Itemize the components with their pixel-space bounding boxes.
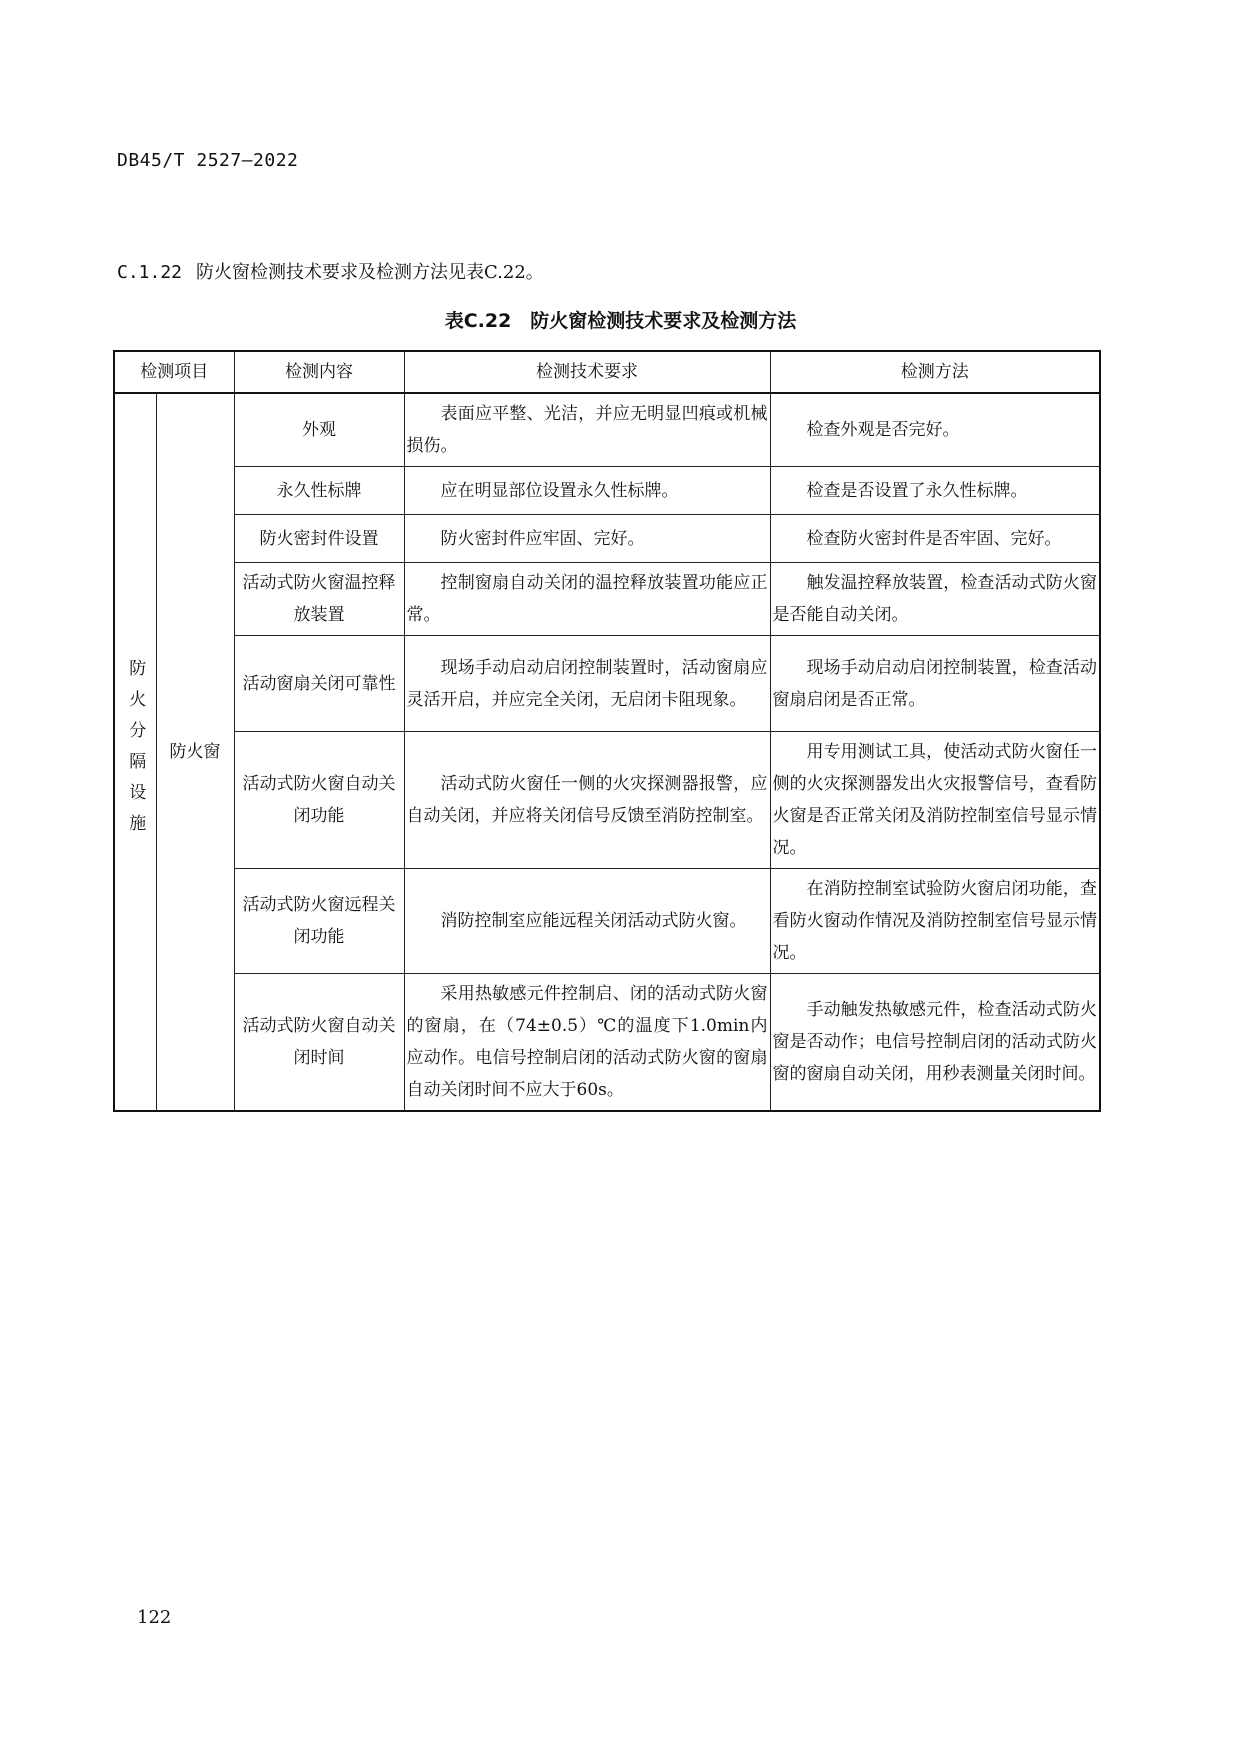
requirement-cell: 控制窗扇自动关闭的温控释放装置功能应正常。	[404, 563, 770, 636]
clause-text: 防火窗检测技术要求及检测方法见表C.22。	[196, 262, 544, 283]
header-method: 检测方法	[770, 351, 1100, 393]
table-row	[114, 393, 1100, 467]
content-cell: 活动式防火窗温控释放装置	[234, 563, 404, 636]
method-cell: 检查是否设置了永久性标牌。	[770, 467, 1100, 515]
table-row	[114, 563, 1100, 636]
header-requirement: 检测技术要求	[404, 351, 770, 393]
requirement-cell: 表面应平整、光洁，并应无明显凹痕或机械损伤。	[404, 393, 770, 467]
content-cell: 永久性标牌	[234, 467, 404, 515]
method-cell: 检查外观是否完好。	[770, 393, 1100, 467]
table-row	[114, 467, 1100, 515]
header-item: 检测项目	[114, 351, 234, 393]
method-cell: 检查防火密封件是否牢固、完好。	[770, 515, 1100, 563]
content-cell: 防火密封件设置	[234, 515, 404, 563]
clause-paragraph	[117, 258, 544, 284]
clause-number: C.1.22	[117, 262, 183, 283]
page-number: 122	[137, 1607, 172, 1628]
content-cell: 活动式防火窗自动关闭功能	[234, 732, 404, 869]
requirement-cell: 活动式防火窗任一侧的火灾探测器报警，应自动关闭，并应将关闭信号反馈至消防控制室。	[404, 732, 770, 869]
requirement-cell: 防火密封件应牢固、完好。	[404, 515, 770, 563]
requirement-cell: 消防控制室应能远程关闭活动式防火窗。	[404, 869, 770, 974]
requirement-cell: 应在明显部位设置永久性标牌。	[404, 467, 770, 515]
content-cell: 外观	[234, 393, 404, 467]
method-cell: 用专用测试工具，使活动式防火窗任一侧的火灾探测器发出火灾报警信号，查看防火窗是否正常关闭及消防控制室信号显示情况。	[770, 732, 1100, 869]
content-cell: 活动式防火窗自动关闭时间	[234, 974, 404, 1112]
document-code: DB45/T 2527—2022	[117, 150, 299, 171]
table-row	[114, 732, 1100, 869]
spec-table	[113, 350, 1101, 1112]
table-row	[114, 636, 1100, 732]
content-cell: 活动窗扇关闭可靠性	[234, 636, 404, 732]
table-row	[114, 869, 1100, 974]
method-cell: 手动触发热敏感元件，检查活动式防火窗是否动作；电信号控制启闭的活动式防火窗的窗扇自动关闭，用秒表测量关闭时间。	[770, 974, 1100, 1112]
requirement-cell: 采用热敏感元件控制启、闭的活动式防火窗的窗扇，在（74±0.5）℃的温度下1.0min内应动作。电信号控制启闭的活动式防火窗的窗扇自动关闭时间不应大于60s。	[404, 974, 770, 1112]
requirement-cell: 现场手动启动启闭控制装置时，活动窗扇应灵活开启，并应完全关闭，无启闭卡阻现象。	[404, 636, 770, 732]
table-row	[114, 515, 1100, 563]
table-title: 表C.22 防火窗检测技术要求及检测方法	[444, 310, 797, 332]
method-cell: 触发温控释放装置，检查活动式防火窗是否能自动关闭。	[770, 563, 1100, 636]
category-cell: 防火分隔设施	[114, 393, 156, 1111]
table-header-row	[114, 351, 1100, 393]
subcategory-cell: 防火窗	[156, 393, 234, 1111]
method-cell: 现场手动启动启闭控制装置，检查活动窗扇启闭是否正常。	[770, 636, 1100, 732]
method-cell: 在消防控制室试验防火窗启闭功能，查看防火窗动作情况及消防控制室信号显示情况。	[770, 869, 1100, 974]
table-row	[114, 974, 1100, 1112]
header-content: 检测内容	[234, 351, 404, 393]
content-cell: 活动式防火窗远程关闭功能	[234, 869, 404, 974]
